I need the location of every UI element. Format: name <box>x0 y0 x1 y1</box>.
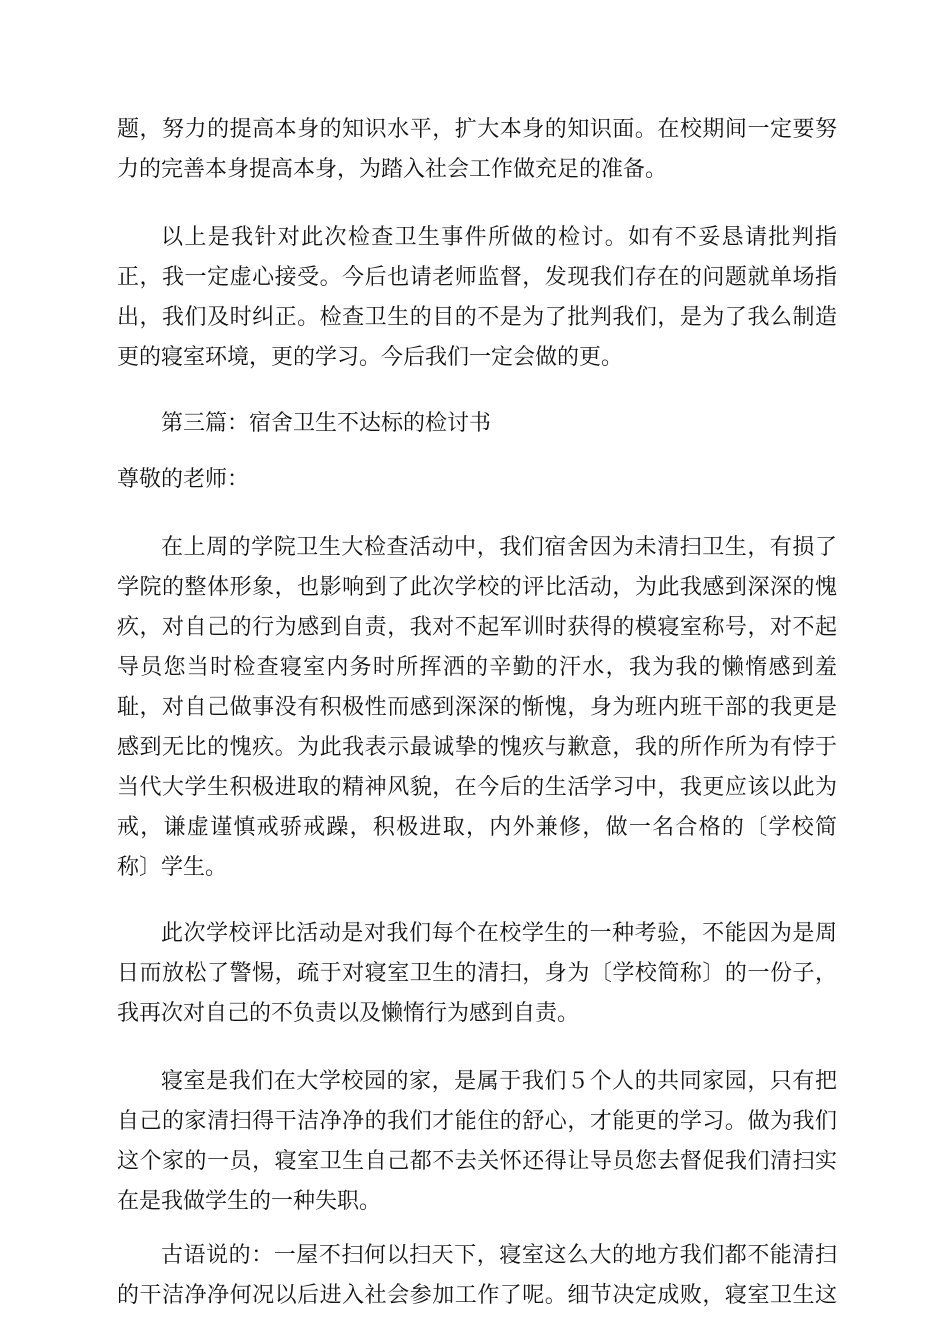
paragraph-3-line-3: 疚，对自己的行为感到自责，我对不起军训时获得的模寝室称号，对不起 <box>117 615 837 640</box>
paragraph-2-line-4: 更的寝室环境，更的学习。今后我们一定会做的更。 <box>117 345 624 370</box>
paragraph-5-line-1: 寝室是我们在大学校园的家，是属于我们５个人的共同家园，只有把 <box>161 1069 837 1094</box>
paragraph-3-line-9: 称〕学生。 <box>117 855 228 880</box>
paragraph-6-line-2: 的干洁净净何况以后进入社会参加工作了呢。细节决定成败，寝室卫生这 <box>117 1283 837 1308</box>
paragraph-4-line-2: 日而放松了警惕，疏于对寝室卫生的清扫，身为〔学校简称〕的一份子， <box>117 961 837 986</box>
paragraph-1-line-1: 题，努力的提高本身的知识水平，扩大本身的知识面。在校期间一定要努 <box>117 117 837 142</box>
paragraph-1-line-2: 力的完善本身提高本身，为踏入社会工作做充足的准备。 <box>117 157 668 182</box>
section-title: 第三篇：宿舍卫生不达标的检讨书 <box>161 411 492 436</box>
paragraph-3-line-8: 戒，谦虚谨慎戒骄戒躁，积极进取，内外兼修，做一名合格的〔学校简 <box>117 815 837 840</box>
paragraph-5-line-2: 自己的家清扫得干洁净净的我们才能住的舒心，才能更的学习。做为我们 <box>117 1109 837 1134</box>
paragraph-3-line-2: 学院的整体形象，也影响到了此次学校的评比活动，为此我感到深深的愧 <box>117 575 837 600</box>
paragraph-2-line-1: 以上是我针对此次检查卫生事件所做的检讨。如有不妥恳请批判指 <box>161 225 837 250</box>
paragraph-6-line-1: 古语说的：一屋不扫何以扫天下，寝室这么大的地方我们都不能清扫 <box>161 1243 837 1268</box>
paragraph-2-line-2: 正，我一定虚心接受。今后也请老师监督，发现我们存在的问题就单场指 <box>117 265 837 290</box>
paragraph-5-line-4: 在是我做学生的一种失职。 <box>117 1189 382 1214</box>
paragraph-3-line-4: 导员您当时检查寝室内务时所挥洒的辛勤的汗水，我为我的懒惰感到羞 <box>117 655 837 680</box>
paragraph-3-line-7: 当代大学生积极进取的精神风貌，在今后的生活学习中，我更应该以此为 <box>117 775 837 800</box>
paragraph-5-line-3: 这个家的一员，寝室卫生自己都不去关怀还得让导员您去督促我们清扫实 <box>117 1149 837 1174</box>
salutation: 尊敬的老师： <box>117 467 250 492</box>
paragraph-3-line-6: 感到无比的愧疚。为此我表示最诚挚的愧疚与歉意，我的所作所为有悖于 <box>117 735 837 760</box>
paragraph-2-line-3: 出，我们及时纠正。检查卫生的目的不是为了批判我们，是为了我么制造 <box>117 305 837 330</box>
paragraph-4-line-1: 此次学校评比活动是对我们每个在校学生的一种考验，不能因为是周 <box>161 921 837 946</box>
paragraph-3-line-5: 耻，对自己做事没有积极性而感到深深的惭愧，身为班内班干部的我更是 <box>117 695 837 720</box>
paragraph-4-line-3: 我再次对自己的不负责以及懒惰行为感到自责。 <box>117 1001 580 1026</box>
paragraph-3-line-1: 在上周的学院卫生大检查活动中，我们宿舍因为未清扫卫生，有损了 <box>161 535 837 560</box>
